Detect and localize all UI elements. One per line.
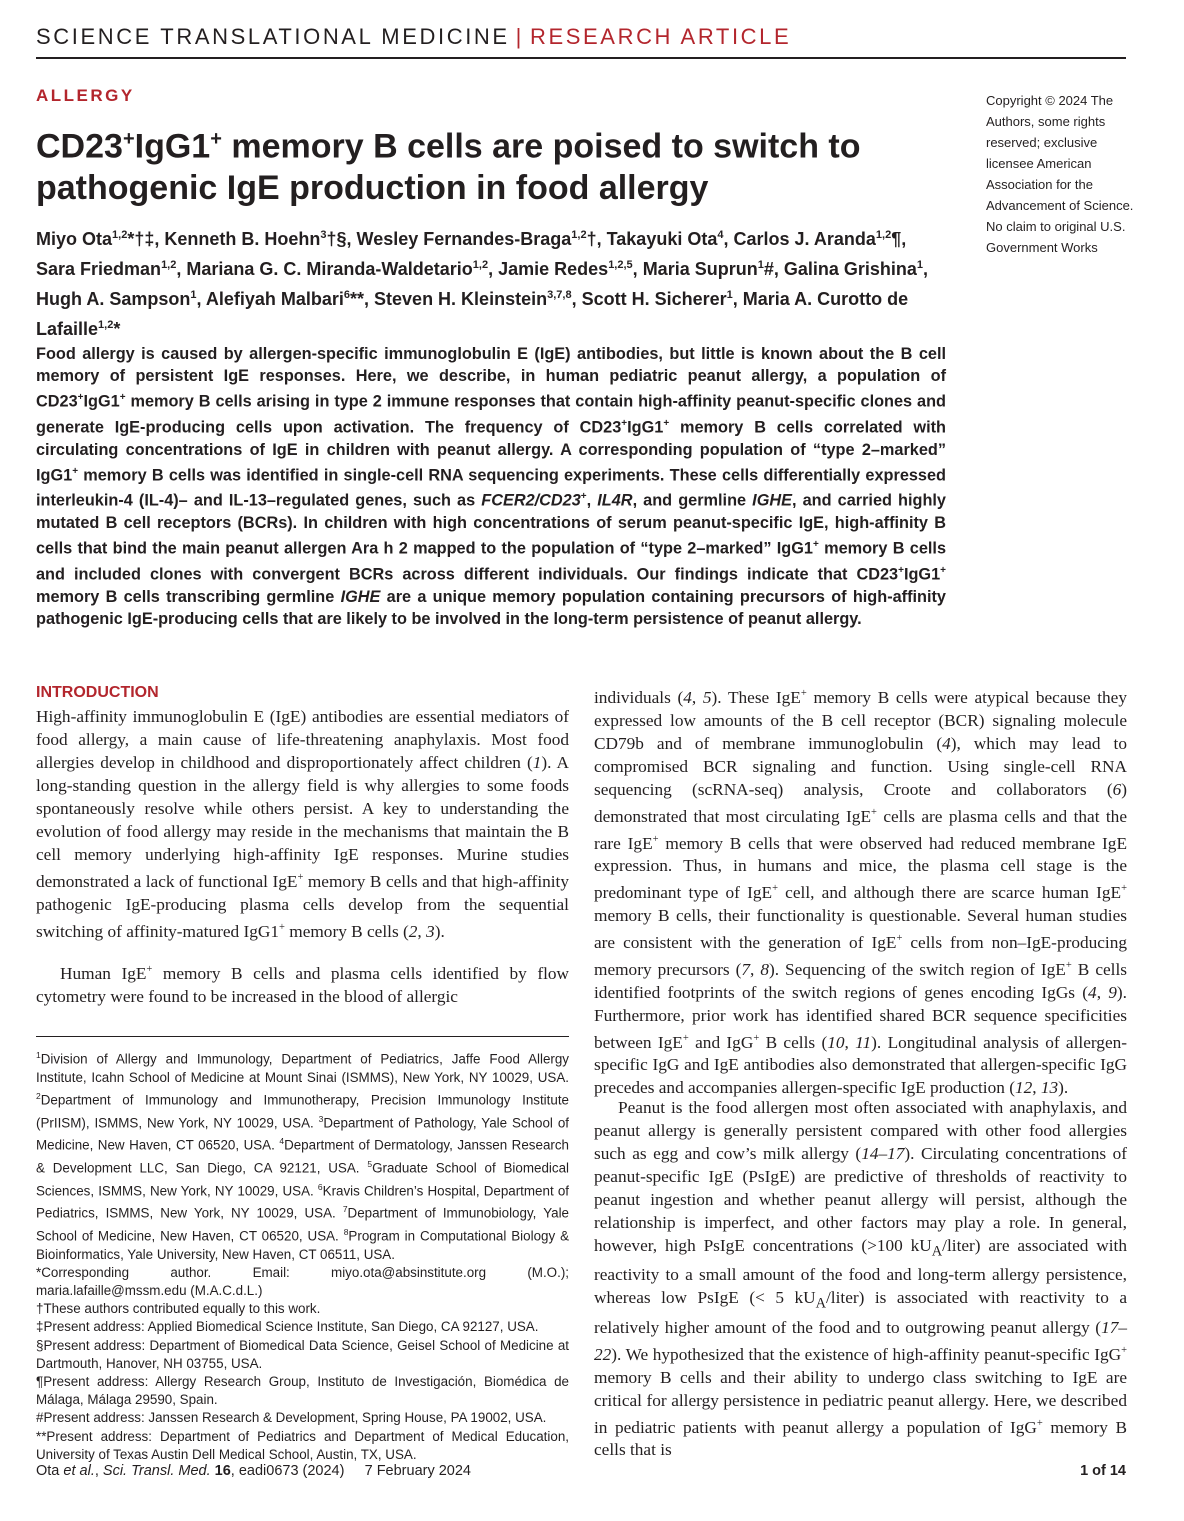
abstract: Food allergy is caused by allergen-specific immunoglobulin E (IgE) antibodies, but little is known about the B cell memory of persistent IgE responses. Here, we describe, in human pediatric peanut allergy, a population of CD23+IgG1+ memory B cells arising in type 2 immune responses that contain high-affinity peanut-specific clones and generate IgE-producing cells upon activation. The frequency of CD23+IgG1+ memory B cells correlated with circulating concentrations of IgE in children with peanut allergy. A corresponding population of “type 2–marked” IgG1+ memory B cells was identified in single-cell RNA sequencing experiments. These cells differentially expressed interleukin-4 (IL-4)– and IL-13–regulated genes, such as FCER2/CD23+, IL4R, and germline IGHE, and carried highly mutated B cell receptors (BCRs). In children with high concentrations of serum peanut-specific IgE, high-affinity B cells that bind the main peanut allergen Ara h 2 mapped to the population of “type 2–marked” IgG1+ memory B cells and included clones with convergent BCRs across different individuals. Our findings indicate that CD23+IgG1+ memory B cells transcribing germline IGHE are a unique memory population containing precursors of high-affinity pathogenic IgE-producing cells that are likely to be involved in the long-term persistence of peanut allergy. bbox=[36, 345, 946, 628]
author: Miyo Ota$^{1,2}$*†‡, bbox=[36, 229, 160, 249]
author-note: ‡Present address: Applied Biomedical Science Institute, San Diego, CA 92127, USA. bbox=[36, 1319, 539, 1335]
reference-link[interactable]: 10 bbox=[827, 1032, 845, 1052]
reference-link[interactable]: 1 bbox=[532, 753, 542, 772]
author: Hugh A. Sampson$^1$, bbox=[36, 289, 202, 309]
reference-link[interactable]: 4 bbox=[942, 733, 951, 753]
author: Maria A. Curotto de Lafaille$^{1,2}$* bbox=[36, 289, 909, 339]
author-note: §Present address: Department of Biomedical Data Science, Geisel School of Medicine at Dartmouth, Hanover, NH 03755, USA. bbox=[36, 1337, 569, 1371]
intro-paragraph-1: High-affinity immunoglobulin E (IgE) antibodies are essential mediators of food allergy, a main cause of life-threatening anaphylaxis. Most food allergies develop in childhood and disproportionately affect children (1). A long-standing question in the allergy field is why allergies to some foods spontaneously resolve while others persist. A key to understanding the evolution of food allergy may reside in the mechanisms that maintain the B cell memory underlying high-affinity IgE responses. Murine studies demonstrated a lack of functional IgE+ memory B cells and that high-affinity pathogenic IgE-producing plasma cells develop from the sequential switching of affinity-matured IgG1+ memory B cells (2, 3). bbox=[36, 707, 570, 941]
article-type: RESEARCH ARTICLE bbox=[530, 24, 792, 49]
author: Wesley Fernandes-Braga$^{1,2}$†, bbox=[356, 229, 602, 249]
footer-citation: Ota et al., Sci. Transl. Med. 16, eadi0673 (2024) 7 February 2024 bbox=[36, 1463, 471, 1479]
intro-paragraph-2: Human IgE+ memory B cells and plasma cells identified by flow cytometry were found to be increased in the blood of allergic bbox=[36, 963, 569, 1006]
author-note: †These authors contributed equally to this work. bbox=[36, 1301, 321, 1317]
reference-link[interactable]: 5 bbox=[702, 687, 712, 707]
author: Alefiyah Malbari$^6$**, bbox=[205, 289, 370, 309]
intro-paragraph-4: Peanut is the food allergen most often associated with anaphylaxis, and peanut allergy is generally persistent compared with other food allergies such as egg and cow’s milk allergy (14–17). Circulating concentrations of peanut-specific IgE (PsIgE) are predictive of thresholds of reactivity to peanut ingestion and whether peanut allergy will persist, although the relationship is imperfect, and other factors may play a role. In general, however, high PsIgE concentrations (>100 $kU_A/liter$) are associated with reactivity to a small amount of the food and long-term allergy persistence, whereas low PsIgE (< 5 $kU_A/liter$) is associated with reactivity to a relatively higher amount of the food and to outgrowing peanut allergy (17–22). We hypothesized that the existence of high-affinity peanut-specific IgG+ memory B cells and their ability to undergo class switching to IgE are critical for allergy persistence in pediatric peanut allergy. Here, we described in pediatric patients with peanut allergy a population of IgG+ memory B cells that is bbox=[594, 1098, 1128, 1460]
author: Maria Suprun$^1$#, bbox=[642, 259, 779, 279]
author: Steven H. Kleinstein$^{3,7,8}$, bbox=[374, 289, 577, 309]
affiliation: Graduate School of Biomedical Sciences, ISMMS, New York, NY 10029, USA. bbox=[36, 1160, 569, 1199]
section-heading-introduction: INTRODUCTION bbox=[36, 684, 159, 701]
affiliation: Kravis Children’s Hospital, Department of Pediatrics, ISMMS, New York, NY 10029, USA. bbox=[36, 1183, 569, 1221]
affiliation: Department of Immunology and Immunotherapy, Precision Immunology Institute (PrIISM), ISMMS, New York, NY 10029, USA. bbox=[36, 1092, 569, 1131]
author: Scott H. Sicherer$^1$, bbox=[581, 289, 738, 309]
author: Jamie Redes$^{1,2,5}$, bbox=[498, 259, 638, 279]
affiliation: Department of Immunobiology, Yale School of Medicine, New Haven, CT 06520, USA. bbox=[36, 1205, 570, 1244]
author-notes bbox=[36, 1264, 569, 1464]
reference-link[interactable]: 2 bbox=[408, 921, 418, 941]
footnote-rule bbox=[36, 1036, 569, 1037]
author-note: #Present address: Janssen Research & Development, Spring House, PA 19002, USA. bbox=[36, 1410, 547, 1426]
journal-header bbox=[36, 24, 1126, 50]
reference-link[interactable]: 6 bbox=[1112, 779, 1122, 799]
reference-link[interactable]: 14–17 bbox=[861, 1144, 905, 1163]
reference-link[interactable]: 9 bbox=[1108, 982, 1117, 1002]
reference-link[interactable]: 4 bbox=[683, 687, 692, 707]
reference-link[interactable]: 4 bbox=[1088, 982, 1097, 1002]
author-note: *Corresponding author. Email: miyo.ota@absinstitute.org (M.O.); maria.lafaille@mssm.edu (M.A.C.d.L.) bbox=[36, 1264, 569, 1298]
reference-link[interactable]: 7 bbox=[741, 959, 750, 979]
page-number: 1 of 14 bbox=[1080, 1463, 1126, 1479]
affiliation: Department of Pathology, Yale School of Medicine, New Haven, CT 06520, USA. bbox=[36, 1115, 569, 1153]
reference-link[interactable]: 12 bbox=[1014, 1078, 1033, 1098]
journal-name: SCIENCE TRANSLATIONAL MEDICINE bbox=[36, 24, 510, 49]
reference-link[interactable]: 3 bbox=[426, 921, 435, 941]
intro-paragraph-3: individuals (4, 5). These IgE+ memory B cells were atypical because they expressed low amounts of the B cell receptor (BCR) signaling molecule CD79b and of membrane immunoglobulin (4), which may lead to compromised BCR signaling and function. Using single-cell RNA sequencing (scRNA-seq) analysis, Croote and collaborators (6) demonstrated that most circulating IgE+ cells are plasma cells and that the rare IgE+ memory B cells that were observed had reduced membrane IgE expression. Thus, in humans and mice, the plasma cell stage is the predominant type of IgE+ cell, and although there are scarce human IgE+ memory B cells, their functionality is questionable. Several human studies are consistent with the generation of IgE+ cells from non–IgE-producing memory precursors (7, 8). Sequencing of the switch region of IgE+ B cells identified footprints of the switch regions of genes encoding IgGs (4, 9). Furthermore, prior work has identified shared BCR sequence specificities between IgE+ and IgG+ B cells (10, 11). Longitudinal analysis of allergen-specific IgG and IgE antibodies also demonstrated that allergen-specific IgG precedes and accompanies allergen-specific IgE production (12, 13). bbox=[594, 687, 1128, 1098]
author-note: ¶Present address: Allergy Research Group, Instituto de Investigación, Biomédica de Málaga, Málaga 29590, Spain. bbox=[36, 1374, 569, 1408]
author: Sara Friedman$^{1,2}$, bbox=[36, 259, 182, 279]
author-note: **Present address: Department of Pediatrics and Department of Medical Education, University of Texas Austin Dell Medical School, Austin, TX, USA. bbox=[36, 1428, 569, 1462]
article-title: CD23+IgG1+ memory B cells are poised to switch to pathogenic IgE production in food allergy bbox=[36, 127, 861, 208]
reference-link[interactable]: 8 bbox=[760, 959, 769, 979]
affiliation: Division of Allergy and Immunology, Department of Pediatrics, Jaffe Food Allergy Institute, Icahn School of Medicine at Mount Sinai (ISMMS), New York, NY 10029, USA. bbox=[36, 1051, 569, 1085]
author: Takayuki Ota$^4$, bbox=[606, 229, 729, 249]
section-tag: ALLERGY bbox=[36, 86, 135, 105]
reference-link[interactable]: 11 bbox=[855, 1032, 872, 1052]
footnotes bbox=[36, 1046, 569, 1464]
author: Mariana G. C. Miranda-Waldetario$^{1,2}$, bbox=[186, 259, 494, 279]
affiliations: $^1$Division of Allergy and Immunology, Department of Pediatrics, Jaffe Food Allergy Institute, Icahn School of Medicine at Mount Sinai (ISMMS), New York, NY 10029, USA. $^2$Department of Immunology and Immunotherapy, Precision Immunology Institute (PrIISM), ISMMS, New York, NY 10029, USA. $^3$Department of Pathology, Yale School of Medicine, New Haven, CT 06520, USA. $^4$Department of Dermatology, Janssen Research & Development LLC, San Diego, CA 92121, USA. $^5$Graduate School of Biomedical Sciences, ISMMS, New York, NY 10029, USA. $^6$Kravis Children’s Hospital, Department of Pediatrics, ISMMS, New York, NY 10029, USA. $^7$Department of Immunobiology, Yale School of Medicine, New Haven, CT 06520, USA. $^8$Program in Computational Biology & Bioinformatics, Yale University, New Haven, CT 06511, USA. bbox=[36, 1050, 570, 1262]
author: Galina Grishina$^1$, bbox=[783, 259, 929, 279]
reference-link[interactable]: 17–22 bbox=[594, 1317, 1127, 1364]
affiliation: Department of Dermatology, Janssen Research & Development LLC, San Diego, CA 92121, USA. bbox=[36, 1137, 569, 1176]
author: Kenneth B. Hoehn$^3$†§, bbox=[164, 229, 352, 249]
affiliation: Program in Computational Biology & Bioinformatics, Yale University, New Haven, CT 06511, USA. bbox=[36, 1228, 569, 1262]
header-rule bbox=[36, 57, 1126, 59]
header-separator: | bbox=[515, 24, 524, 49]
author-list bbox=[36, 222, 946, 342]
copyright-notice: Copyright © 2024 The Authors, some rights reserved; exclusive licensee American Association for the Advancement of Science. No claim to original U.S. Government Works bbox=[986, 93, 1134, 255]
author: Carlos J. Aranda$^{1,2}$¶, bbox=[733, 229, 907, 249]
reference-link[interactable]: 13 bbox=[1040, 1078, 1059, 1098]
